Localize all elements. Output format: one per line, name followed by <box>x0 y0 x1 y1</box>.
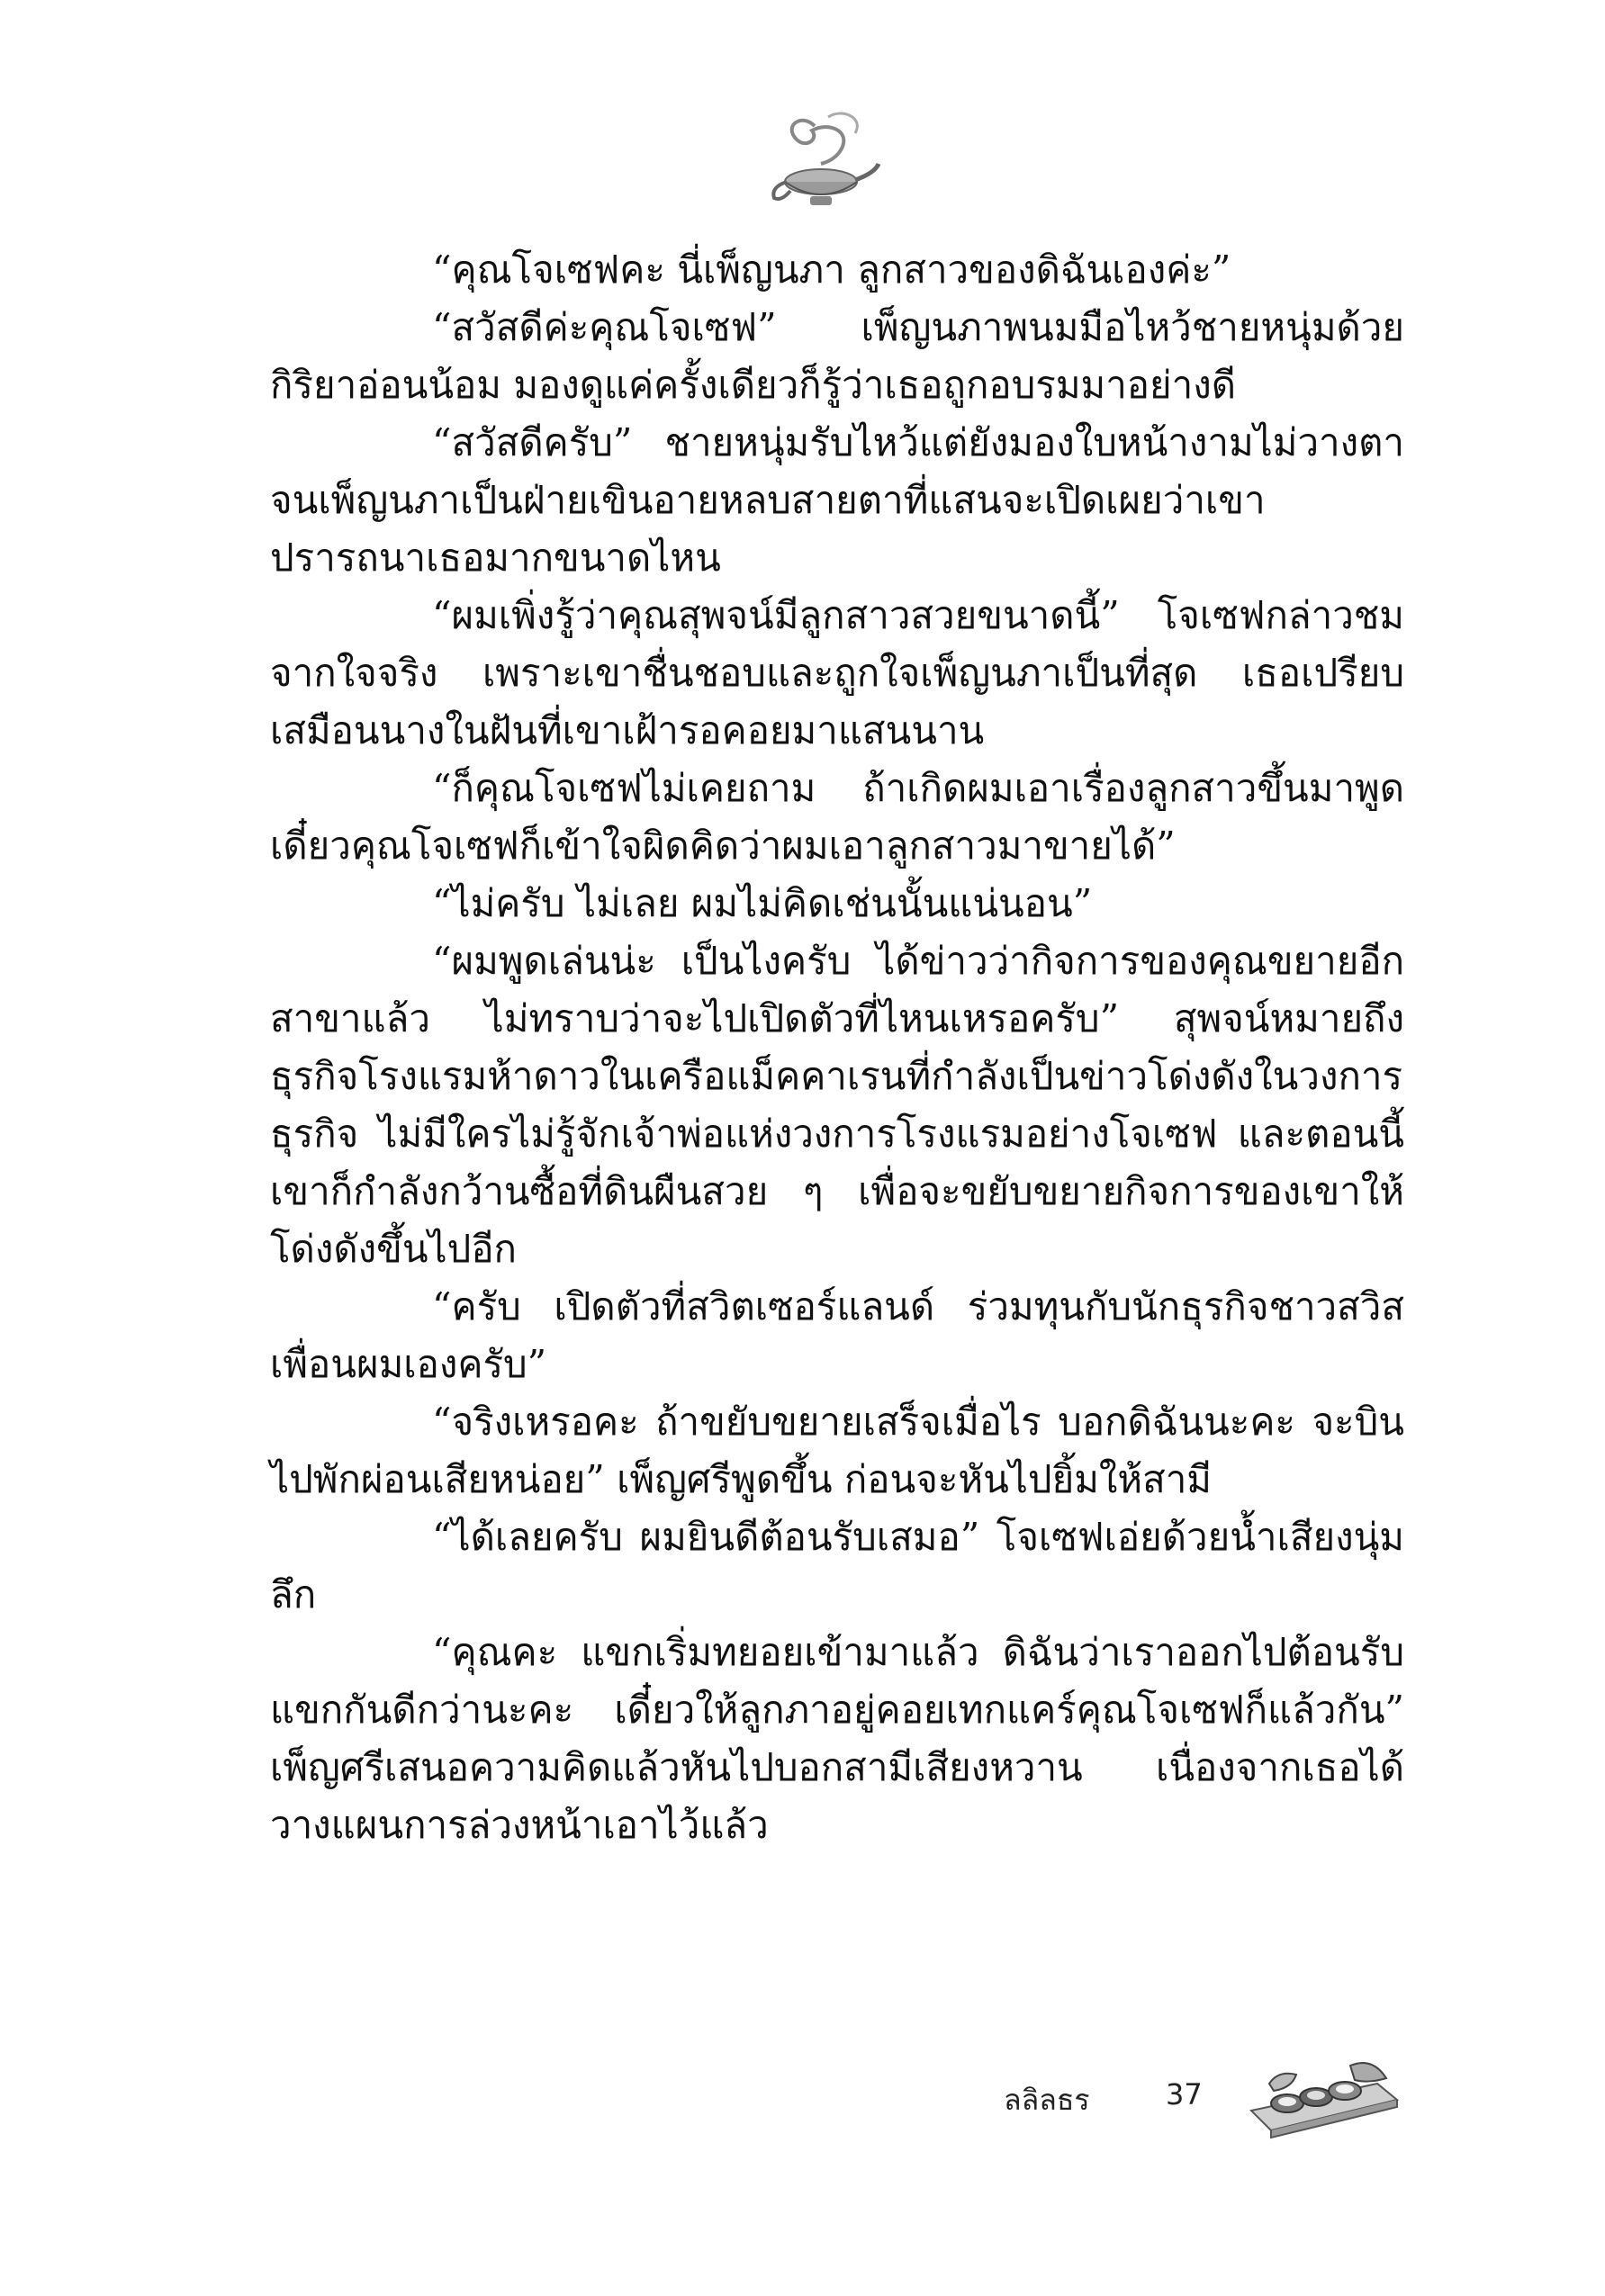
paragraph: “คุณคะ แขกเริ่มทยอยเข้ามาแล้ว ดิฉันว่าเราออกไปต้อนรับแขกกันดีกว่านะคะ เดี๋ยวให้ลูกภาอยู่คอยเทกแคร์คุณโจเซฟก็แล้วกัน” เพ็ญศรีเสนอความคิดแล้วหันไปบอกสามีเสียงหวาน เนื่องจากเธอได้วางแผนการล่วงหน้าเอาไว้แล้ว <box>270 1630 1404 1847</box>
genie-lamp-icon <box>765 108 882 216</box>
paragraph: “ก็คุณโจเซฟไม่เคยถาม ถ้าเกิดผมเอาเรื่องลูกสาวขึ้นมาพูด เดี๋ยวคุณโจเซฟก็เข้าใจผิดคิดว่าผมเอาลูกสาวมาขายได้” <box>270 766 1404 868</box>
sushi-platter-icon <box>1242 2048 1404 2147</box>
paragraph: “ได้เลยครับ ผมยินดีต้อนรับเสมอ” โจเซฟเอ่ยด้วยน้ำเสียงนุ่มลึก <box>270 1515 1404 1616</box>
paragraph: “ครับ เปิดตัวที่สวิตเซอร์แลนด์ ร่วมทุนกับนักธุรกิจชาวสวิสเพื่อนผมเองครับ” <box>270 1284 1404 1386</box>
paragraph: “ผมเพิ่งรู้ว่าคุณสุพจน์มีลูกสาวสวยขนาดนี้” โจเซฟกล่าวชมจากใจจริง เพราะเขาชื่นชอบและถูกใจเพ็ญนภาเป็นที่สุด เธอเปรียบเสมือนนางในฝันที่เขาเฝ้ารอคอยมาแสนนาน <box>270 593 1404 752</box>
paragraph: “คุณโจเซฟคะ นี่เพ็ญนภา ลูกสาวของดิฉันเองค่ะ” <box>432 248 1231 292</box>
page-number: 37 <box>1166 2077 1203 2111</box>
paragraph: “ผมพูดเล่นน่ะ เป็นไงครับ ได้ข่าวว่ากิจการของคุณขยายอีกสาขาแล้ว ไม่ทราบว่าจะไปเปิดตัวที่ไหนเหรอครับ” สุพจน์หมายถึงธุรกิจโรงแรมห้าดาวในเครือแม็คคาเรนที่กำลังเป็นข่าวโด่งดังในวงการธุรกิจ ไม่มีใครไม่รู้จักเจ้าพ่อแห่งวงการโรงแรมอย่างโจเซฟ และตอนนี้เขาก็กำลังกว้านซื้อที่ดินผืนสวย ๆ เพื่อจะขยับขยายกิจการของเขาให้โด่งดังขึ้นไปอีก <box>270 939 1404 1271</box>
paragraph: “ไม่ครับ ไม่เลย ผมไม่คิดเช่นนั้นแน่นอน” <box>432 881 1093 925</box>
body-text <box>270 241 1404 1854</box>
paragraph: “สวัสดีครับ” ชายหนุ่มรับไหว้แต่ยังมองใบหน้างามไม่วางตา จนเพ็ญนภาเป็นฝ่ายเขินอายหลบสายตาที่แสนจะเปิดเผยว่าเขาปรารถนาเธอมากขนาดไหน <box>270 420 1404 580</box>
paragraph: “จริงเหรอคะ ถ้าขยับขยายเสร็จเมื่อไร บอกดิฉันนะคะ จะบินไปพักผ่อนเสียหน่อย” เพ็ญศรีพูดขึ้น ก่อนจะหันไปยิ้มให้สามี <box>270 1400 1404 1501</box>
author-name: ลลิลธร <box>1004 2083 1090 2117</box>
paragraph: “สวัสดีค่ะคุณโจเซฟ” เพ็ญนภาพนมมือไหว้ชายหนุ่มด้วยกิริยาอ่อนน้อม มองดูแค่ครั้งเดียวก็รู้ว่าเธอถูกอบรมมาอย่างดี <box>270 305 1404 407</box>
